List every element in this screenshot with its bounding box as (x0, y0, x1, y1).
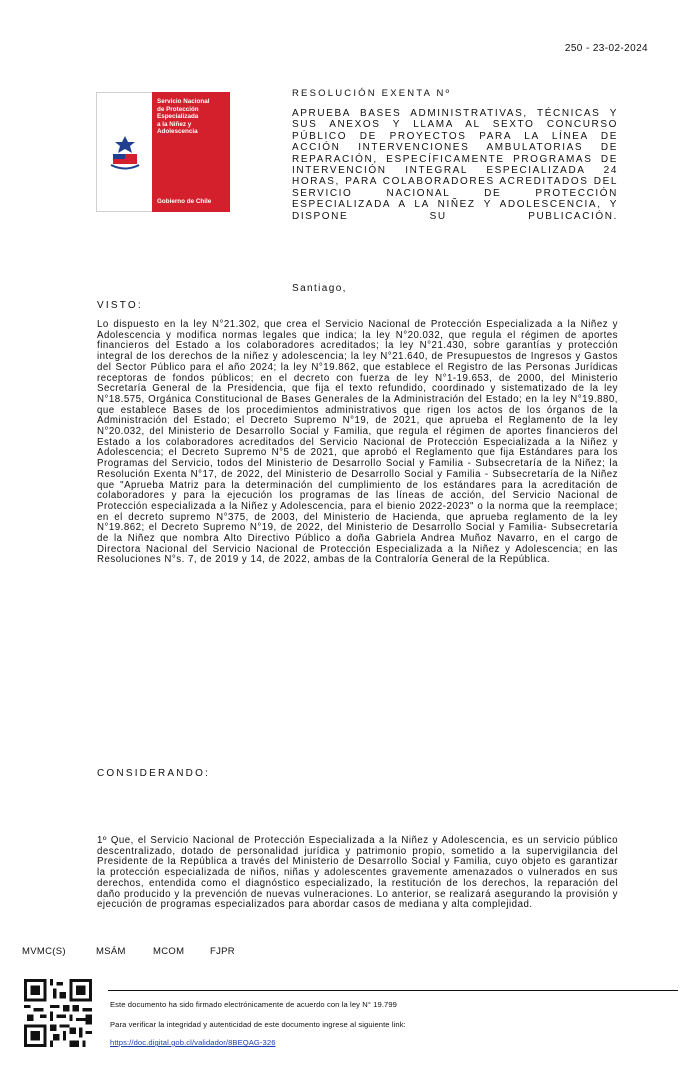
footer-divider (108, 990, 678, 991)
considerando-text: 1º Que, el Servicio Nacional de Protección Especializada a la Niñez y Adolescencia, es un servicio público descentralizado, dotado de personalidad jurídica y patrimonio propio, sometido a la supervigilancia del Presidente de la República a través del Ministerio de Desarrollo Social y Familia, cuyo objeto es garantizar la protección especializada de niños, niñas y adolescentes gravemente amenazados o vulnerados en sus derechos, entendida como el diagnóstico especializado, la restitución de los derechos, la reparación del daño producido y la prevención de nuevas vulneraciones. Lo anterior, se realizará asegurando la provisión y ejecución de programas especializados para abordar casos de mediana y alta complejidad. (97, 835, 618, 911)
initials-2: MSÁM (96, 946, 126, 957)
verification-link[interactable]: https://doc.digital.gob.cl/validador/8BEQAG-326 (110, 1038, 276, 1047)
logo-gobierno: Gobierno de Chile (157, 198, 212, 205)
document-stamp: 250 - 23-02-2024 (564, 43, 648, 54)
visto-heading: VISTO: (97, 300, 143, 311)
visto-text: Lo dispuesto en la ley N°21.302, que crea el Servicio Nacional de Protección Especializada a la Niñez y Adolescencia y modifica normas legales que indica; la ley N°20.032, que regula el régimen de aportes financieros del Estado a los colaboradores acreditados; la ley N°21.430, sobre garantías y protección integral de los derechos de la niñez y adolescencia; la ley N°21.640, de Presupuestos de Ingresos y Gastos del Sector Público para el año 2024; la ley N°19.862, que establece el Registro de las Personas Jurídicas receptoras de fondos públicos; en el decreto con fuerza de ley N°1-19.653, de 2000, del Ministerio Secretaría General de la Presidencia, que fija el texto refundido, coordinado y sistematizado de la ley N°18.575, Orgánica Constitucional de Bases Generales de la Administración del Estado; en la ley N°19.880, que establece Bases de los procedimientos administrativos que rigen los actos de los órganos de la Administración del Estado; el Decreto Supremo N°19, de 2021, que aprueba el Reglamento de la ley N°20.032, del Ministerio de Desarrollo Social y Familia, que regula el régimen de aportes financieros del Estado a los colaboradores acreditados del Servicio Nacional de Protección Especializada a la Niñez y Adolescencia; el Decreto Supremo N°5 de 2021, que aprobó el Reglamento que fija Estándares para los Programas del Servicio, todos del Ministerio de Desarrollo Social y Familia - Subsecretaría de la Niñez; la Resolución Exenta N°17, de 2022, del Ministerio de Desarrollo Social y Familia - Subsecretaría de la Niñez que "Aprueba Matriz para la determinación del cumplimiento de los estándares para la acreditación de colaboradores y para la ejecución los programas de las líneas de acción, del Servicio Nacional de Protección especializada a la Niñez y Adolescencia, para el bienio 2022-2023" o la norma que la reemplace; en el decreto supremo N°375, de 2003, del Ministerio de Hacienda, que aprueba reglamento de la ley N°19.862; el Decreto Supremo N°19, de 2022, del Ministerio de Desarrollo Social y Familia- Subsecretaría de la Niñez que nombra Alto Directivo Público a doña Gabriela Andrea Muñoz Navarro, en el cargo de Directora Nacional del Servicio Nacional de Protección Especializada a la Niñez y Adolescencia; en las Resoluciones N°s. 7, de 2019 y 14, de 2022, ambas de la Contraloría General de la República. (97, 319, 618, 566)
initials-1: MVMC(S) (22, 946, 66, 957)
qr-code-icon (24, 979, 92, 1047)
institution-logo (96, 92, 230, 212)
logo-name: Servicio Nacional de Protección Especializada a la Niñez y Adolescencia (157, 98, 210, 136)
coat-of-arms-icon (96, 92, 152, 212)
footer-verify-note: Para verificar la integridad y autenticidad de este documento ingrese al siguiente link: (110, 1020, 406, 1029)
considerando-heading: CONSIDERANDO: (97, 768, 211, 779)
initials-4: FJPR (210, 946, 235, 957)
logo-red-panel (152, 92, 230, 212)
resolution-summary: APRUEBA BASES ADMINISTRATIVAS, TÉCNICAS Y SUS ANEXOS Y LLAMA AL SEXTO CONCURSO PÚBLICO DE PROYECTOS PARA LA LÍNEA DE ACCIÓN INTERVENCIONES AMBULATORIAS DE REPARACIÓN, ESPECÍFICAMENTE PROGRAMAS DE INTERVENCIÓN INTEGRAL ESPECIALIZADA 24 HORAS, PARA COLABORADORES ACREDITADOS DEL SERVICIO NACIONAL DE PROTECCIÓN ESPECIALIZADA A LA NIÑEZ Y ADOLESCENCIA, Y DISPONE SU PUBLICACIÓN. (292, 108, 618, 222)
resolution-title: RESOLUCIÓN EXENTA Nº (292, 88, 452, 99)
footer-signature-note: Este documento ha sido firmado electrónicamente de acuerdo con la ley N° 19.799 (110, 1000, 398, 1009)
initials-3: MCOM (153, 946, 185, 957)
place-line: Santiago, (292, 283, 347, 294)
